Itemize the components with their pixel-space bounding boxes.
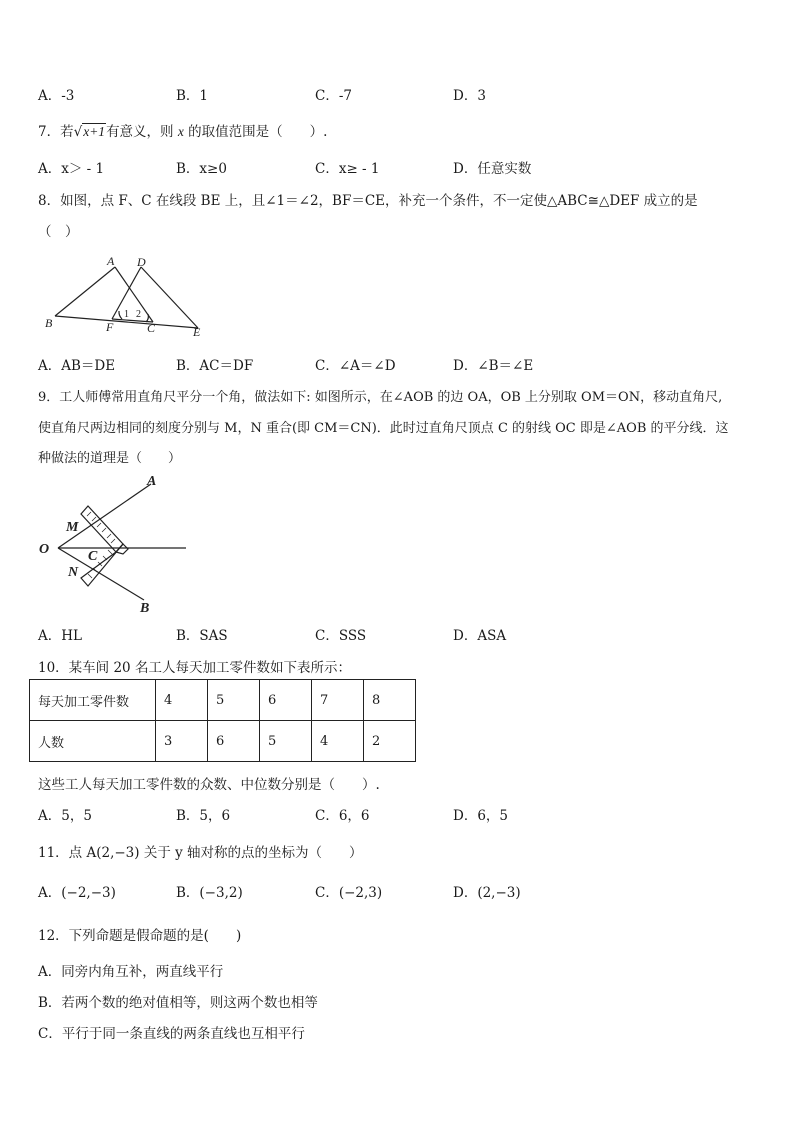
q12-option-c[interactable]: C．平行于同一条直线的两条直线也互相平行 — [38, 1026, 305, 1042]
q9-label-a: A — [147, 474, 157, 489]
q10-cell: 6 — [260, 680, 312, 721]
q8-paren: （ ） — [38, 224, 79, 240]
q7-option-b[interactable]: B．x≥0 — [176, 161, 227, 177]
q7-option-a[interactable]: A．x＞ - 1 — [38, 161, 105, 177]
q8-figure — [40, 252, 220, 342]
q9-label-n: N — [68, 565, 79, 580]
q12-stem: 12．下列命题是假命题的是( ) — [38, 928, 242, 944]
q11-option-a[interactable]: A．(−2,−3) — [38, 885, 116, 901]
q10-option-a[interactable]: A．5，5 — [38, 808, 92, 824]
q8-option-a[interactable]: A．AB＝DE — [38, 358, 116, 374]
q8-option-c[interactable]: C．∠A＝∠D — [315, 358, 396, 374]
q8-label-2: 2 — [136, 309, 141, 320]
q8-stem: 8．如图，点 F、C 在线段 BE 上，且∠1＝∠2，BF＝CE，补充一个条件，不一定使△ABC≅△DEF 成立的是 — [38, 193, 698, 209]
q7-suffix: 有意义，则 — [106, 124, 174, 140]
q9-line3: 种做法的道理是（ ） — [38, 451, 182, 466]
q6-option-a[interactable]: A．-3 — [38, 88, 75, 104]
q8-label-e: E — [193, 325, 201, 339]
q7-tail: 的取值范围是（ ）. — [188, 124, 328, 140]
q10-option-c[interactable]: C．6，6 — [315, 808, 370, 824]
q8-label-d: D — [137, 255, 146, 269]
q10-cell: 5 — [208, 680, 260, 721]
q10-cell: 3 — [156, 721, 208, 762]
q6-option-c[interactable]: C．-7 — [315, 88, 352, 104]
q12-option-b[interactable]: B．若两个数的绝对值相等，则这两个数也相等 — [38, 995, 318, 1011]
q10-option-b[interactable]: B．5，6 — [176, 808, 231, 824]
q10-cell: 5 — [260, 721, 312, 762]
q11-stem: 11．点 A(2,−3) 关于 y 轴对称的点的坐标为（ ） — [38, 845, 363, 861]
q10-stem: 10．某车间 20 名工人每天加工零件数如下表所示： — [38, 660, 351, 676]
q8-label-b: B — [45, 316, 53, 330]
q11-option-b[interactable]: B．(−3,2) — [176, 885, 243, 901]
q6-option-d[interactable]: D．3 — [453, 88, 486, 104]
q8-option-d[interactable]: D．∠B＝∠E — [453, 358, 534, 374]
q6-option-b[interactable]: B．1 — [176, 88, 209, 104]
table-row — [30, 680, 416, 721]
q9-label-m: M — [66, 520, 79, 535]
q8-label-a: A — [107, 254, 115, 268]
table-row — [30, 721, 416, 762]
q10-question: 这些工人每天加工零件数的众数、中位数分别是（ ）. — [38, 777, 380, 793]
q9-label-c: C — [88, 549, 98, 564]
q8-label-c: C — [147, 321, 156, 335]
q9-figure — [36, 472, 196, 617]
q7-prefix: 7．若 — [38, 124, 74, 140]
q9-line2: 使直角尺两边相同的刻度分别与 M，N 重合(即 CM＝CN)．此时过直角尺顶点 C 的射线 OC 即是∠AOB 的平分线．这 — [38, 421, 729, 436]
q10-cell: 2 — [364, 721, 416, 762]
q10-row1-header: 每天加工零件数 — [30, 680, 156, 721]
q7-stem: 7．若√x+1有意义，则 x 的取值范围是（ ）. — [38, 124, 328, 140]
q8-label-1: 1 — [124, 309, 129, 320]
q7-radicand: x+1 — [83, 124, 106, 139]
q10-row2-header: 人数 — [30, 721, 156, 762]
q8-option-b[interactable]: B．AC＝DF — [176, 358, 254, 374]
q9-option-b[interactable]: B．SAS — [176, 628, 228, 644]
q9-label-b: B — [140, 601, 150, 616]
q10-cell: 4 — [312, 721, 364, 762]
q11-option-c[interactable]: C．(−2,3) — [315, 885, 383, 901]
q8-label-f: F — [106, 320, 114, 334]
q9-line1: 9．工人师傅常用直角尺平分一个角，做法如下: 如图所示，在∠AOB 的边 OA，OB 上分别取 OM＝ON，移动直角尺, — [38, 390, 723, 405]
q10-cell: 6 — [208, 721, 260, 762]
q10-cell: 8 — [364, 680, 416, 721]
q7-option-c[interactable]: C．x≥ - 1 — [315, 161, 380, 177]
q9-option-a[interactable]: A．HL — [38, 628, 82, 644]
q10-option-d[interactable]: D．6，5 — [453, 808, 509, 824]
q7-option-d[interactable]: D．任意实数 — [453, 161, 532, 177]
q10-cell: 4 — [156, 680, 208, 721]
q9-option-d[interactable]: D．ASA — [453, 628, 507, 644]
q9-label-o: O — [39, 542, 50, 557]
q10-cell: 7 — [312, 680, 364, 721]
q11-option-d[interactable]: D．(2,−3) — [453, 885, 521, 901]
q10-table — [29, 679, 416, 762]
q9-option-c[interactable]: C．SSS — [315, 628, 367, 644]
q12-option-a[interactable]: A．同旁内角互补，两直线平行 — [38, 964, 224, 980]
q7-var: x — [177, 124, 184, 139]
